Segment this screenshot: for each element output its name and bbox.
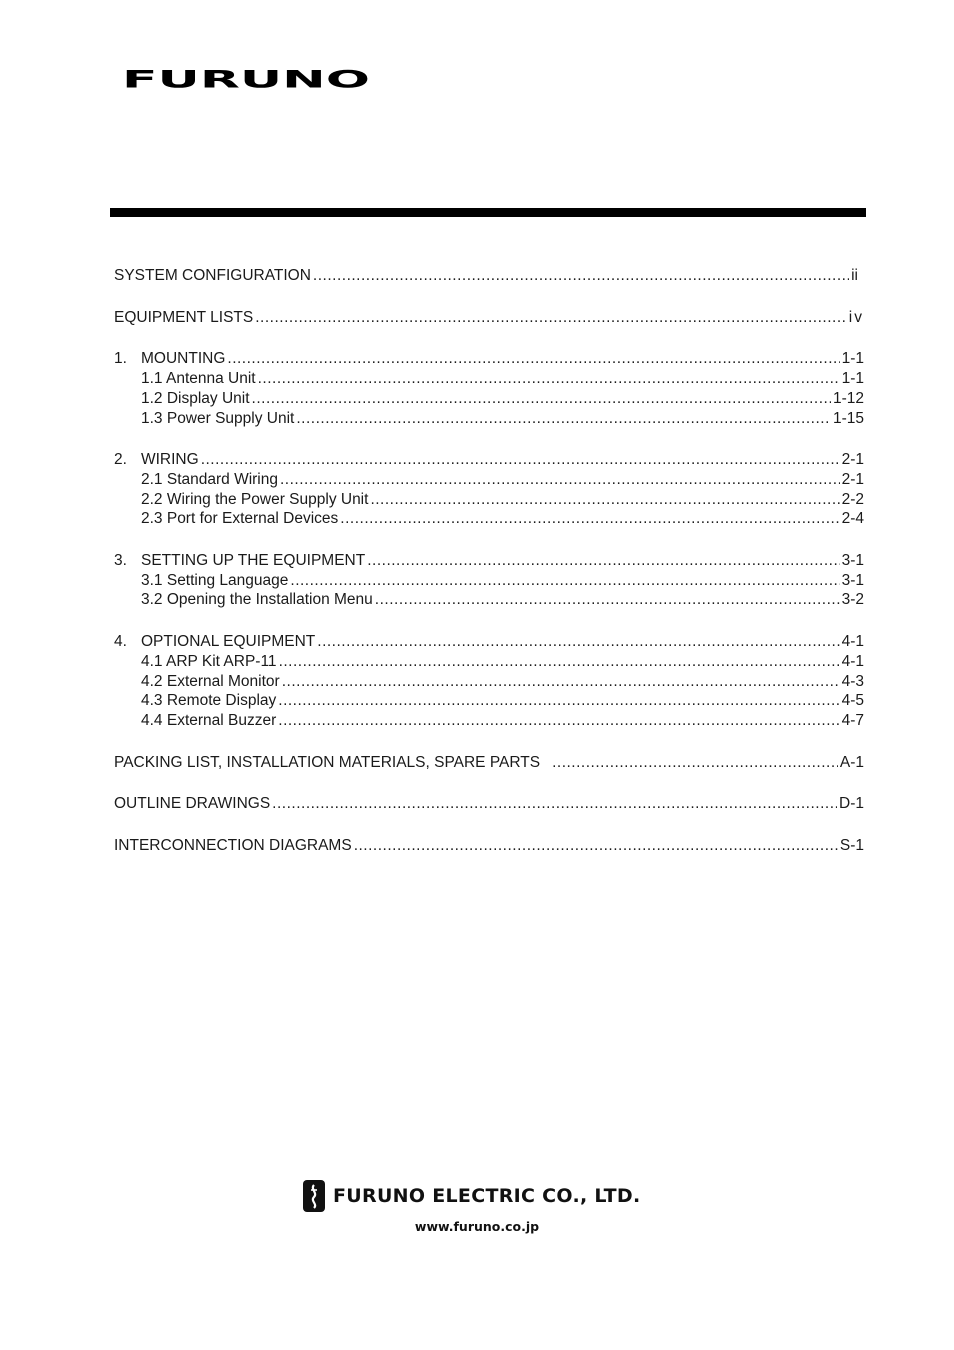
toc-title: 1.2 Display Unit: [141, 389, 250, 407]
furuno-logo: [122, 64, 372, 90]
toc-chapter-mounting[interactable]: [114, 349, 864, 369]
toc-chapter-number: 4.: [114, 633, 127, 651]
toc-leader: [370, 490, 839, 510]
toc-page: iv: [848, 308, 864, 326]
toc-entry-outline-drawings[interactable]: [114, 794, 864, 814]
toc-page: 1-12: [832, 389, 864, 407]
toc-title: 4.1 ARP Kit ARP-11: [141, 652, 277, 670]
table-of-contents: [114, 266, 864, 856]
toc-section[interactable]: [114, 389, 864, 409]
toc-title: OPTIONAL EQUIPMENT: [141, 633, 316, 651]
toc-page: 4-7: [841, 711, 864, 729]
toc-title: WIRING: [141, 451, 199, 469]
toc-chapter-number: 3.: [114, 552, 127, 570]
toc-title: 2.2 Wiring the Power Supply Unit: [141, 490, 369, 508]
toc-leader: [317, 632, 839, 652]
toc-entry-packing-list[interactable]: [114, 753, 864, 773]
toc-title: EQUIPMENT LISTS: [114, 308, 254, 326]
toc-leader: [272, 794, 837, 814]
toc-page: 2-2: [841, 490, 864, 508]
toc-page: 3-1: [841, 552, 864, 570]
company-website[interactable]: www.furuno.co.jp: [414, 1219, 540, 1234]
toc-leader: [282, 672, 840, 692]
toc-title: 4.3 Remote Display: [141, 692, 277, 710]
toc-title: 2.3 Port for External Devices: [141, 510, 339, 528]
toc-leader: [278, 711, 839, 731]
toc-page: 4-5: [841, 692, 864, 710]
toc-leader: [313, 266, 849, 286]
toc-title: 2.1 Standard Wiring: [141, 470, 278, 488]
toc-title: SETTING UP THE EQUIPMENT: [141, 552, 366, 570]
toc-page: D-1: [839, 795, 864, 813]
toc-section[interactable]: [114, 509, 864, 529]
toc-title: MOUNTING: [141, 350, 226, 368]
toc-title: OUTLINE DRAWINGS: [114, 795, 271, 813]
toc-page: 1-1: [841, 370, 864, 388]
toc-section[interactable]: [114, 652, 864, 672]
toc-page: 4-3: [841, 672, 864, 690]
toc-section[interactable]: [114, 490, 864, 510]
toc-section[interactable]: [114, 672, 864, 692]
toc-title: PACKING LIST, INSTALLATION MATERIALS, SPARE PARTS: [114, 753, 541, 771]
toc-page: 1-15: [832, 409, 864, 427]
toc-leader: [201, 450, 840, 470]
toc-title: 3.2 Opening the Installation Menu: [141, 591, 373, 609]
toc-leader: [252, 389, 831, 409]
toc-page: 2-1: [841, 451, 864, 469]
toc-section[interactable]: [114, 369, 864, 389]
toc-leader: [278, 691, 839, 711]
toc-chapter-optional-equipment[interactable]: [114, 632, 864, 652]
toc-leader: [552, 753, 838, 773]
toc-chapter-number: 2.: [114, 451, 127, 469]
toc-entry-interconnection-diagrams[interactable]: [114, 836, 864, 856]
toc-chapter-setting-up[interactable]: [114, 551, 864, 571]
toc-leader: [340, 509, 839, 529]
toc-section[interactable]: [114, 691, 864, 711]
toc-page: ii: [851, 267, 858, 284]
toc-entry-system-configuration[interactable]: [114, 266, 864, 286]
footer-company: [303, 1178, 683, 1214]
toc-entry-equipment-lists[interactable]: [114, 308, 864, 328]
toc-leader: [290, 571, 839, 591]
toc-title: INTERCONNECTION DIAGRAMS: [114, 837, 352, 855]
toc-section[interactable]: [114, 409, 864, 429]
toc-leader: [255, 308, 847, 328]
toc-page: 2-1: [841, 470, 864, 488]
toc-leader: [227, 349, 839, 369]
toc-leader: [280, 470, 840, 490]
toc-leader: [279, 652, 840, 672]
toc-page: A-1: [839, 753, 864, 771]
toc-title: 1.1 Antenna Unit: [141, 370, 256, 388]
toc-leader: [296, 409, 831, 429]
toc-page: 2-4: [841, 510, 864, 528]
toc-leader: [258, 369, 840, 389]
toc-section[interactable]: [114, 571, 864, 591]
furuno-logo-wordmark: [122, 64, 372, 90]
toc-chapter-number: 1.: [114, 350, 127, 368]
toc-title: 4.4 External Buzzer: [141, 711, 277, 729]
toc-chapter-wiring[interactable]: [114, 450, 864, 470]
logo-text: FURUNO: [122, 64, 370, 90]
toc-title: 3.1 Setting Language: [141, 571, 289, 589]
company-name: FURUNO ELECTRIC CO., LTD.: [333, 1185, 641, 1207]
toc-page: 4-1: [841, 633, 864, 651]
toc-title: SYSTEM CONFIGURATION: [114, 267, 311, 284]
furuno-emblem-icon: [303, 1180, 325, 1212]
toc-page: 3-2: [841, 591, 864, 609]
toc-section[interactable]: [114, 470, 864, 490]
toc-page: 3-1: [841, 571, 864, 589]
toc-page: 4-1: [841, 652, 864, 670]
toc-leader: [367, 551, 839, 571]
toc-section[interactable]: [114, 590, 864, 610]
toc-leader: [375, 590, 840, 610]
header-rule: [110, 208, 866, 217]
toc-page: 1-1: [841, 350, 864, 368]
toc-title: 1.3 Power Supply Unit: [141, 409, 295, 427]
toc-section[interactable]: [114, 711, 864, 731]
toc-leader: [354, 836, 838, 856]
toc-title: 4.2 External Monitor: [141, 672, 280, 690]
toc-page: S-1: [839, 837, 864, 855]
